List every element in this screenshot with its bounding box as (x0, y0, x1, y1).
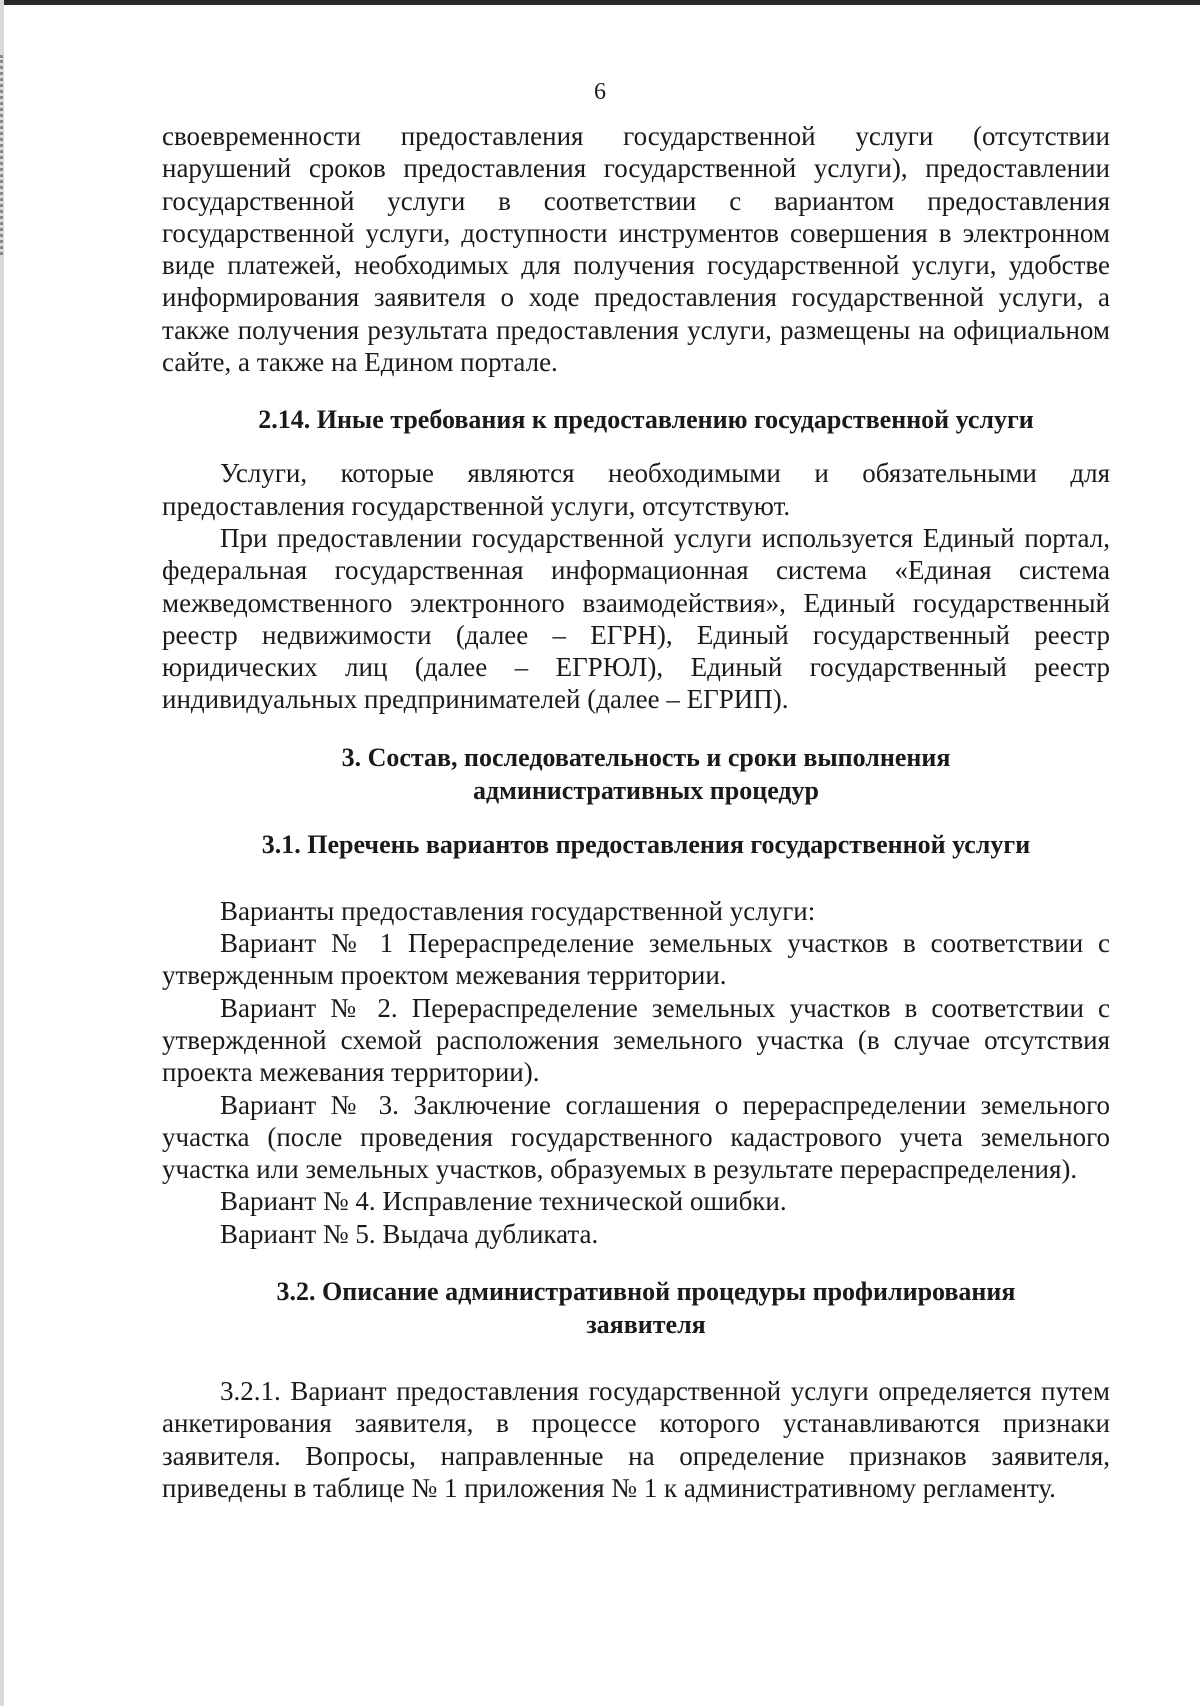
scan-top-edge (0, 0, 1200, 5)
paragraph-variant-2: Вариант № 2. Перераспределение земельных участков в соответствии с утвержденной схемой расположения земельного участка (в случае отсутствия проекта межевания территории). (162, 992, 1110, 1088)
paragraph-intro: своевременности предоставления государственной услуги (отсутствии нарушений сроков предоставления государственной услуги), предоставлении государственной услуги в соответствии с вариантом предоставления государственной услуги, доступности инструментов совершения в электронном виде платежей, необходимых для получения государственной услуги, удобстве информирования заявителя о ходе предоставления государственной услуги, а также получения результата предоставления услуги, размещены на официальном сайте, а также на Едином портале. (162, 121, 1110, 378)
heading-3-2-line2: заявителя (586, 1310, 706, 1340)
paragraph-2-14-systems: При предоставлении государственной услуги используется Единый портал, федеральная государственная информационная система «Единая система межведомственного электронного взаимодействия», Единый государственный реестр недвижимости (далее – ЕГРН), Единый государственный реестр юридических лиц (далее – ЕГРЮЛ), Единый государственный реестр индивидуальных предпринимателей (далее – ЕГРИП). (162, 522, 1110, 715)
heading-3-2-line1: 3.2. Описание административной процедуры профилирования (276, 1277, 1016, 1307)
paragraph-3-1-intro: Варианты предоставления государственной услуги: (220, 895, 816, 926)
paragraph-variant-3: Вариант № 3. Заключение соглашения о перераспределении земельного участка (после проведения государственного кадастрового учета земельного участка или земельных участков, образуемых в результате перераспределения). (162, 1089, 1110, 1185)
page-number: 6 (594, 79, 606, 105)
heading-3-line2: административных процедур (472, 775, 820, 805)
paragraph-variant-5: Вариант № 5. Выдача дубликата. (220, 1218, 599, 1249)
paragraph-variant-4: Вариант № 4. Исправление технической ошибки. (220, 1186, 787, 1217)
heading-2-14: 2.14. Иные требования к предоставлению государственной услуги (258, 405, 1034, 435)
heading-3-1: 3.1. Перечень вариантов предоставления государственной услуги (261, 829, 1031, 859)
paragraph-2-14-services: Услуги, которые являются необходимыми и обязательными для предоставления государственной услуги, отсутствуют. (162, 458, 1110, 521)
paragraph-variant-1: Вариант № 1 Перераспределение земельных участков в соответствии с утвержденным проектом межевания территории. (162, 928, 1110, 991)
document-body (162, 120, 1110, 1504)
heading-3-line1: 3. Состав, последовательность и сроки выполнения (341, 742, 951, 772)
scan-left-edge (0, 0, 4, 1706)
paragraph-3-2-1: 3.2.1. Вариант предоставления государственной услуги определяется путем анкетирования заявителя, в процессе которого устанавливаются признаки заявителя. Вопросы, направленные на определение признаков заявителя, приведены в таблице № 1 приложения № 1 к административному регламенту. (162, 1376, 1110, 1503)
